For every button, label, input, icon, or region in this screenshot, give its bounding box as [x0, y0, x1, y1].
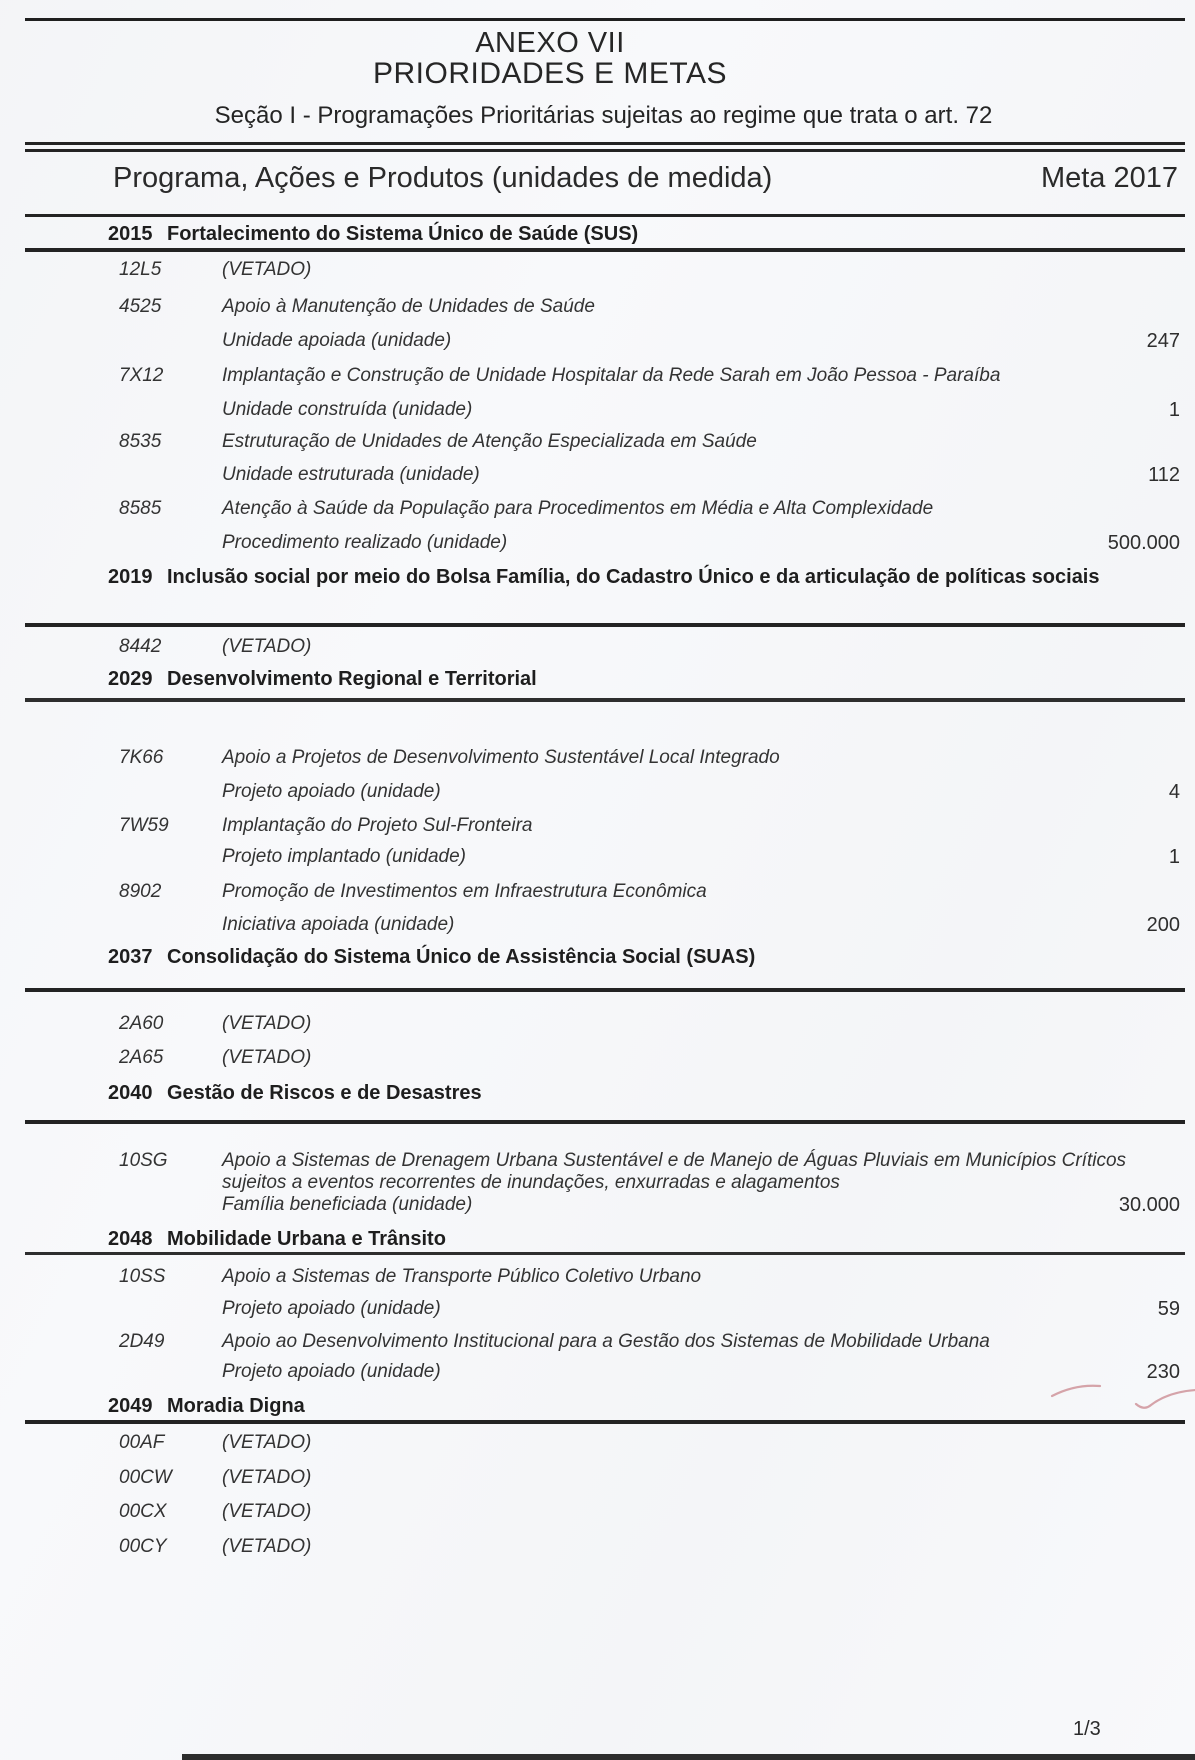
column-header-programs: Programa, Ações e Produtos (unidades de medida) [113, 162, 773, 194]
action-title: (VETADO) [222, 259, 312, 280]
action-code: 7W59 [119, 815, 169, 836]
program-title: Fortalecimento do Sistema Único de Saúde (SUS) [167, 223, 639, 245]
product-label: Projeto apoiado (unidade) [222, 1298, 441, 1319]
action-title: Promoção de Investimentos em Infraestrutura Econômica [222, 881, 707, 902]
action-code: 7K66 [119, 747, 164, 768]
rule-below-program-2048 [25, 1252, 1185, 1255]
meta-value: 247 [1146, 330, 1180, 352]
action-code: 00CW [119, 1467, 172, 1488]
pen-mark-annotation [1040, 1375, 1195, 1420]
meta-value: 112 [1148, 464, 1180, 486]
action-title: Apoio à Manutenção de Unidades de Saúde [222, 296, 595, 317]
meta-value: 500.000 [1107, 532, 1180, 554]
program-title: Gestão de Riscos e de Desastres [167, 1082, 482, 1104]
meta-value: 4 [1168, 781, 1180, 803]
section-heading: Seção I - Programações Prioritárias sujeitas ao regime que trata o art. 72 [214, 102, 993, 129]
product-label: Iniciativa apoiada (unidade) [222, 914, 455, 935]
program-code: 2048 [108, 1228, 153, 1250]
action-code: 00AF [119, 1432, 165, 1453]
action-title: (VETADO) [222, 1013, 312, 1034]
action-code: 2D49 [119, 1331, 165, 1352]
top-rule [25, 18, 1185, 21]
table-header-top-rule [25, 214, 1185, 217]
column-header-meta-2017: Meta 2017 [1040, 162, 1178, 194]
action-code: 2A60 [119, 1013, 164, 1034]
rule-above-code-2a60 [25, 988, 1185, 992]
program-code: 2049 [108, 1395, 153, 1417]
product-label: Projeto apoiado (unidade) [222, 1361, 441, 1382]
program-code: 2037 [108, 946, 153, 968]
action-title: Estruturação de Unidades de Atenção Especializada em Saúde [222, 431, 757, 452]
meta-value: 230 [1146, 1361, 1180, 1383]
action-title: (VETADO) [222, 636, 312, 657]
action-code: 8535 [119, 431, 162, 452]
program-title: Moradia Digna [167, 1395, 305, 1417]
product-label: Projeto apoiado (unidade) [222, 781, 441, 802]
product-label: Unidade estruturada (unidade) [222, 464, 480, 485]
action-title: Implantação do Projeto Sul-Fronteira [222, 815, 533, 836]
section-double-rule-2 [25, 149, 1185, 152]
action-title: Implantação e Construção de Unidade Hospitalar da Rede Sarah em João Pessoa - Paraíba [222, 365, 1001, 386]
product-label: Projeto implantado (unidade) [222, 846, 466, 867]
action-code: 8902 [119, 881, 162, 902]
program-code: 2015 [108, 223, 153, 245]
meta-value: 200 [1146, 914, 1180, 936]
action-title: Apoio ao Desenvolvimento Institucional para a Gestão dos Sistemas de Mobilidade Urbana [222, 1331, 990, 1352]
meta-value: 1 [1168, 846, 1180, 868]
action-code: 8585 [119, 498, 162, 519]
action-title: (VETADO) [222, 1467, 312, 1488]
product-label: Família beneficiada (unidade) [222, 1194, 473, 1215]
program-code: 2029 [108, 668, 153, 690]
action-code: 2A65 [119, 1047, 164, 1068]
action-code: 00CY [119, 1536, 167, 1557]
program-code: 2040 [108, 1082, 153, 1104]
action-code: 10SS [119, 1266, 166, 1287]
program-code: 2019 [108, 566, 153, 588]
action-code: 8442 [119, 636, 162, 657]
action-code: 4525 [119, 296, 162, 317]
action-title: Apoio a Projetos de Desenvolvimento Sustentável Local Integrado [222, 747, 780, 768]
product-label: Procedimento realizado (unidade) [222, 532, 508, 553]
rule-below-program-2049 [25, 1420, 1185, 1424]
action-code: 7X12 [119, 365, 164, 386]
action-title: (VETADO) [222, 1501, 312, 1522]
program-title: Mobilidade Urbana e Trânsito [167, 1228, 446, 1250]
page-number: 1/3 [1073, 1718, 1101, 1740]
action-title: (VETADO) [222, 1047, 312, 1068]
action-title: (VETADO) [222, 1536, 312, 1557]
action-title: (VETADO) [222, 1432, 312, 1453]
document-subtitle: PRIORIDADES E METAS [372, 57, 727, 90]
rule-below-program-2019 [25, 623, 1185, 627]
rule-below-program-2040 [25, 1120, 1185, 1124]
program-title: Inclusão social por meio do Bolsa Família, do Cadastro Único e da articulação de políticas sociais [167, 566, 1100, 588]
meta-value: 59 [1157, 1298, 1180, 1320]
action-code: 12L5 [119, 259, 162, 280]
document-title: ANEXO VII [475, 27, 625, 59]
section-double-rule-1 [25, 142, 1185, 145]
action-code: 10SG [119, 1150, 168, 1171]
scan-edge-artifact [182, 1754, 1195, 1760]
program-title: Desenvolvimento Regional e Territorial [167, 668, 537, 690]
action-code: 00CX [119, 1501, 167, 1522]
rule-below-program-2015 [25, 248, 1185, 252]
action-title: Apoio a Sistemas de Drenagem Urbana Sustentável e de Manejo de Águas Pluviais em Municípios Críticos sujeitos a eventos recorrentes de inundações, enxurradas e alagamentos [222, 1150, 1127, 1193]
action-title: Apoio a Sistemas de Transporte Público Coletivo Urbano [222, 1266, 702, 1287]
product-label: Unidade apoiada (unidade) [222, 330, 452, 351]
rule-below-program-2029 [25, 698, 1185, 702]
meta-value: 30.000 [1118, 1194, 1180, 1216]
action-title: Atenção à Saúde da População para Procedimentos em Média e Alta Complexidade [222, 498, 934, 519]
program-title: Consolidação do Sistema Único de Assistência Social (SUAS) [167, 946, 756, 968]
meta-value: 1 [1168, 399, 1180, 421]
product-label: Unidade construída (unidade) [222, 399, 473, 420]
